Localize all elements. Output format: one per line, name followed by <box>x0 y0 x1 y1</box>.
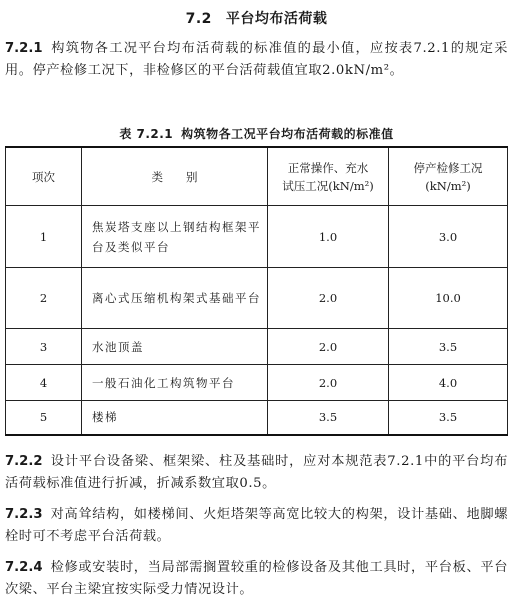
table-title: 构筑物各工况平台均布活荷载的标准值 <box>181 127 394 141</box>
table-row <box>6 206 508 268</box>
clause-number: 7.2.2 <box>5 454 43 469</box>
cell-item: 3 <box>6 329 82 365</box>
cell-item: 4 <box>6 365 82 401</box>
table-caption <box>0 125 513 142</box>
header-shutdown-load: 停产检修工况 (kN/m²) <box>389 147 508 206</box>
cell-category: 一般石油化工构筑物平台 <box>82 365 268 401</box>
table-row <box>6 268 508 329</box>
cell-normal: 2.0 <box>268 365 389 401</box>
cell-normal: 2.0 <box>268 329 389 365</box>
clause-number: 7.2.4 <box>5 560 43 575</box>
cell-shutdown: 4.0 <box>389 365 508 401</box>
cell-item: 5 <box>6 401 82 435</box>
section-number: 7.2 <box>185 11 212 27</box>
header-normal-load: 正常操作、充水 试压工况(kN/m²) <box>268 147 389 206</box>
clause-text: 检修或安装时，当局部需搁置较重的检修设备及其他工具时，平台板、平台次梁、平台主梁宜按实际受力情况设计。 <box>5 560 508 597</box>
clause-7-2-4 <box>5 557 508 601</box>
load-table <box>5 146 508 436</box>
cell-shutdown: 3.5 <box>389 401 508 435</box>
cell-category: 楼梯 <box>82 401 268 435</box>
clause-text: 设计平台设备梁、框架梁、柱及基础时，应对本规范表7.2.1中的平台均布活荷载标准值进行折减，折减系数宜取0.5。 <box>5 454 508 491</box>
table-number: 表 7.2.1 <box>119 127 174 141</box>
section-heading <box>0 8 513 28</box>
clause-text: 构筑物各工况平台均布活荷载的标准值的最小值，应按表7.2.1的规定采用。停产检修工况下，非检修区的平台活荷载值宜取2.0kN/m²。 <box>5 41 508 78</box>
clause-text: 对高耸结构，如楼梯间、火炬塔架等高宽比较大的构架，设计基础、地脚螺栓时可不考虑平台活荷载。 <box>5 507 508 544</box>
cell-shutdown: 10.0 <box>389 268 508 329</box>
header-item: 项次 <box>6 147 82 206</box>
cell-normal: 3.5 <box>268 401 389 435</box>
table-row <box>6 401 508 435</box>
clause-7-2-2 <box>5 451 508 495</box>
cell-shutdown: 3.0 <box>389 206 508 268</box>
clause-number: 7.2.3 <box>5 507 43 522</box>
cell-item: 1 <box>6 206 82 268</box>
clause-number: 7.2.1 <box>5 41 43 56</box>
cell-category: 离心式压缩机构架式基础平台 <box>82 268 268 329</box>
clause-7-2-3 <box>5 504 508 548</box>
header-category: 类 别 <box>82 147 268 206</box>
table-row <box>6 365 508 401</box>
clause-7-2-1 <box>5 38 508 82</box>
cell-normal: 2.0 <box>268 268 389 329</box>
table-header-row <box>6 147 508 206</box>
table-row <box>6 329 508 365</box>
cell-category: 水池顶盖 <box>82 329 268 365</box>
cell-item: 2 <box>6 268 82 329</box>
cell-category: 焦炭塔支座以上钢结构框架平台及类似平台 <box>82 206 268 268</box>
cell-shutdown: 3.5 <box>389 329 508 365</box>
section-title: 平台均布活荷载 <box>225 11 328 27</box>
cell-normal: 1.0 <box>268 206 389 268</box>
